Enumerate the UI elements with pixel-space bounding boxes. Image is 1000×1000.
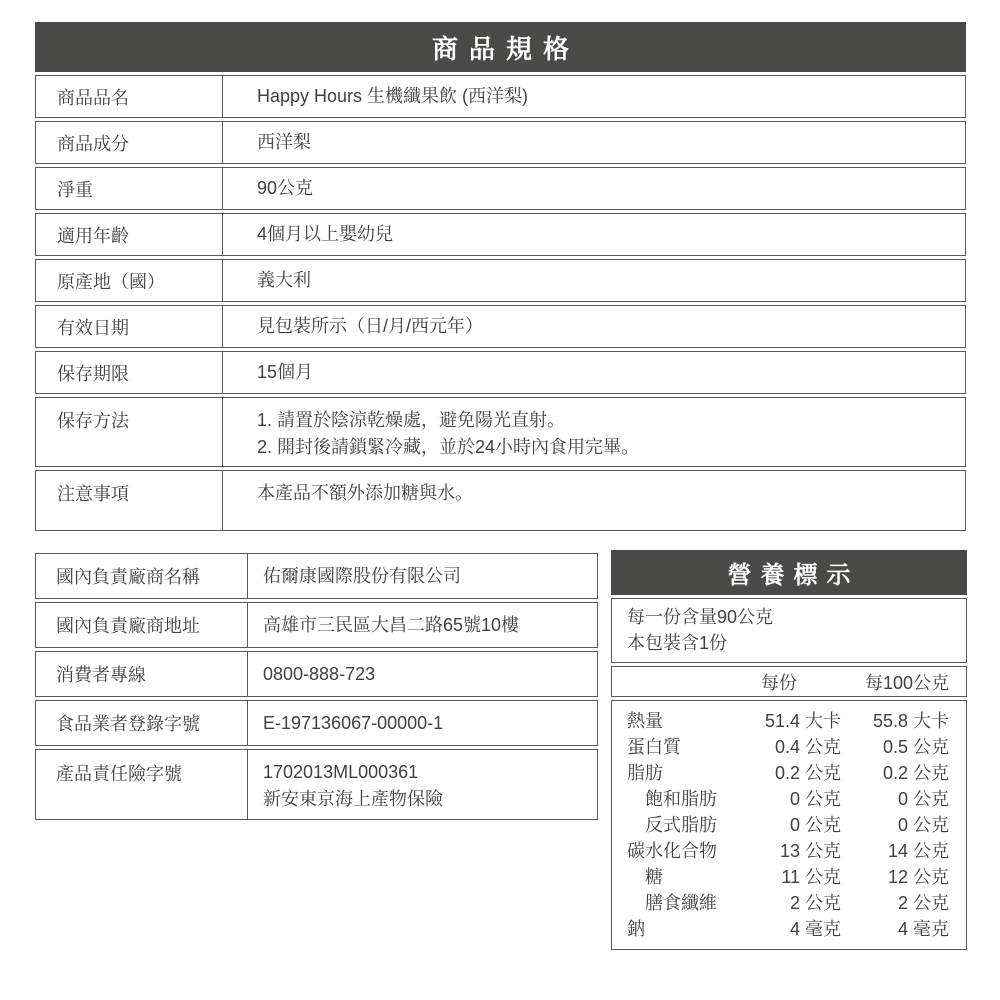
nutrient-per-100g: 4 毫克 xyxy=(897,919,949,939)
spec-row xyxy=(35,351,966,394)
spec-row-value xyxy=(223,122,965,163)
vendor-row-label: 食品業者登錄字號 xyxy=(36,701,248,745)
spec-row-value xyxy=(223,352,965,393)
spec-row-label: 保存期限 xyxy=(36,352,223,393)
nutrient-name: 膳食纖維 xyxy=(645,893,717,913)
nutrient-name: 脂肪 xyxy=(627,763,663,783)
nutrient-per-serving: 13 公克 xyxy=(779,841,841,861)
spec-row xyxy=(35,75,966,118)
nutrition-table-title: 營養標示 xyxy=(611,550,967,595)
spec-row-label: 保存方法 xyxy=(36,398,223,466)
nutrient-name: 熱量 xyxy=(627,711,663,731)
spec-row-label: 有效日期 xyxy=(36,306,223,347)
nutrition-row xyxy=(612,760,949,786)
nutrient-per-100g: 2 公克 xyxy=(897,893,949,913)
spec-row-label: 商品品名 xyxy=(36,76,223,117)
spec-table xyxy=(35,22,966,531)
vendor-row-label: 消費者專線 xyxy=(36,652,248,696)
spec-row xyxy=(35,397,966,467)
nutrient-per-100g: 14 公克 xyxy=(887,841,949,861)
vendor-row-value xyxy=(248,603,597,647)
spec-row-value xyxy=(223,168,965,209)
spec-row-value-line: 15個月 xyxy=(257,362,314,382)
spec-row-value-line: 1. 請置於陰涼乾燥處，避免陽光直射。 xyxy=(257,410,566,430)
nutrition-table xyxy=(611,550,967,950)
spec-row xyxy=(35,259,966,302)
vendor-row-value-line: 1702013ML000361 xyxy=(263,762,419,782)
nutrient-per-serving: 0.4 公克 xyxy=(774,737,841,757)
spec-row-value xyxy=(223,471,965,530)
spec-row xyxy=(35,305,966,348)
spec-row-value-line: 義大利 xyxy=(257,270,311,290)
serving-size-line: 每一份含量90公克 xyxy=(627,607,774,627)
vendor-row xyxy=(35,602,598,648)
vendor-row xyxy=(35,651,598,697)
nutrient-per-serving: 2 公克 xyxy=(789,893,841,913)
nutrient-per-serving: 51.4 大卡 xyxy=(764,711,841,731)
spec-row-value-line: 見包裝所示（日/月/西元年） xyxy=(257,316,484,336)
spec-row-label: 商品成分 xyxy=(36,122,223,163)
spec-row-value xyxy=(223,398,965,466)
nutrition-row xyxy=(612,708,949,734)
nutrient-per-100g: 0 公克 xyxy=(897,815,949,835)
nutrient-per-100g: 12 公克 xyxy=(887,867,949,887)
spec-row-value xyxy=(223,76,965,117)
nutrient-name: 蛋白質 xyxy=(627,737,681,757)
spec-table-title: 商品規格 xyxy=(35,22,966,72)
vendor-row-value-line: 高雄市三民區大昌二路65號10樓 xyxy=(263,614,520,635)
spec-row-label: 原產地（國） xyxy=(36,260,223,301)
spec-row-label: 適用年齡 xyxy=(36,214,223,255)
nutrient-per-100g: 0.2 公克 xyxy=(882,763,949,783)
spec-row-value-line: 西洋梨 xyxy=(257,132,311,152)
spec-row xyxy=(35,213,966,256)
nutrient-per-serving: 0 公克 xyxy=(789,815,841,835)
nutrition-row xyxy=(612,838,949,864)
vendor-row-value xyxy=(248,554,597,598)
nutrient-per-serving: 11 公克 xyxy=(781,867,841,887)
vendor-row-label: 國內負責廠商名稱 xyxy=(36,554,248,598)
nutrition-row xyxy=(612,890,949,916)
nutrient-per-100g: 0.5 公克 xyxy=(882,737,949,757)
vendor-row-value xyxy=(248,701,597,745)
nutrient-name: 飽和脂肪 xyxy=(645,789,717,809)
spec-row-label: 淨重 xyxy=(36,168,223,209)
nutrient-name: 糖 xyxy=(645,867,663,887)
per-100g-header: 每100公克 xyxy=(864,672,949,693)
vendor-row-value-line: E-197136067-00000-1 xyxy=(263,712,444,733)
vendor-row xyxy=(35,749,598,820)
vendor-row-value-line: 0800-888-723 xyxy=(263,663,376,684)
nutrition-row xyxy=(612,864,949,890)
spec-table-body xyxy=(35,75,966,531)
nutrition-column-headers xyxy=(611,666,967,697)
vendor-row-label: 產品責任險字號 xyxy=(36,750,248,819)
vendor-row-value xyxy=(248,652,597,696)
vendor-row-value xyxy=(248,750,597,819)
spec-row-value-line: 4個月以上嬰幼兒 xyxy=(257,224,394,244)
spec-row-value xyxy=(223,306,965,347)
nutrition-serving-info xyxy=(611,598,967,663)
vendor-row-value-line: 佑爾康國際股份有限公司 xyxy=(263,565,461,586)
spec-row xyxy=(35,121,966,164)
vendor-row-label: 國內負責廠商地址 xyxy=(36,603,248,647)
vendor-row xyxy=(35,553,598,599)
spec-row-value xyxy=(223,260,965,301)
nutrition-row xyxy=(612,734,949,760)
vendor-row xyxy=(35,700,598,746)
nutrient-name: 碳水化合物 xyxy=(627,841,717,861)
spec-row-value-line: 2. 開封後請鎖緊冷藏，並於24小時內食用完畢。 xyxy=(257,437,640,457)
spec-row-value-line: 90公克 xyxy=(257,178,314,198)
nutrient-per-100g: 55.8 大卡 xyxy=(872,711,949,731)
spec-row xyxy=(35,470,966,531)
spec-row-label: 注意事項 xyxy=(36,471,223,530)
nutrition-row xyxy=(612,916,949,942)
nutrient-name: 反式脂肪 xyxy=(645,815,717,835)
nutrient-per-serving: 0.2 公克 xyxy=(774,763,841,783)
spec-row-value-line: Happy Hours 生機纖果飲 (西洋梨) xyxy=(257,86,529,106)
nutrition-row xyxy=(612,812,949,838)
spec-row-value-line: 本產品不額外添加糖與水。 xyxy=(257,483,473,503)
vendor-table-body xyxy=(35,553,598,820)
nutrient-per-100g: 0 公克 xyxy=(897,789,949,809)
spec-row-value xyxy=(223,214,965,255)
vendor-table xyxy=(35,550,598,820)
vendor-row-value-line: 新安東京海上產物保險 xyxy=(263,789,443,809)
nutrition-table-body xyxy=(611,700,967,950)
nutrition-row xyxy=(612,786,949,812)
servings-per-package-line: 本包裝含1份 xyxy=(627,633,728,653)
spec-row xyxy=(35,167,966,210)
nutrient-per-serving: 0 公克 xyxy=(789,789,841,809)
nutrient-per-serving: 4 毫克 xyxy=(789,919,841,939)
per-serving-header: 每份 xyxy=(761,672,797,693)
nutrient-name: 鈉 xyxy=(627,919,645,939)
